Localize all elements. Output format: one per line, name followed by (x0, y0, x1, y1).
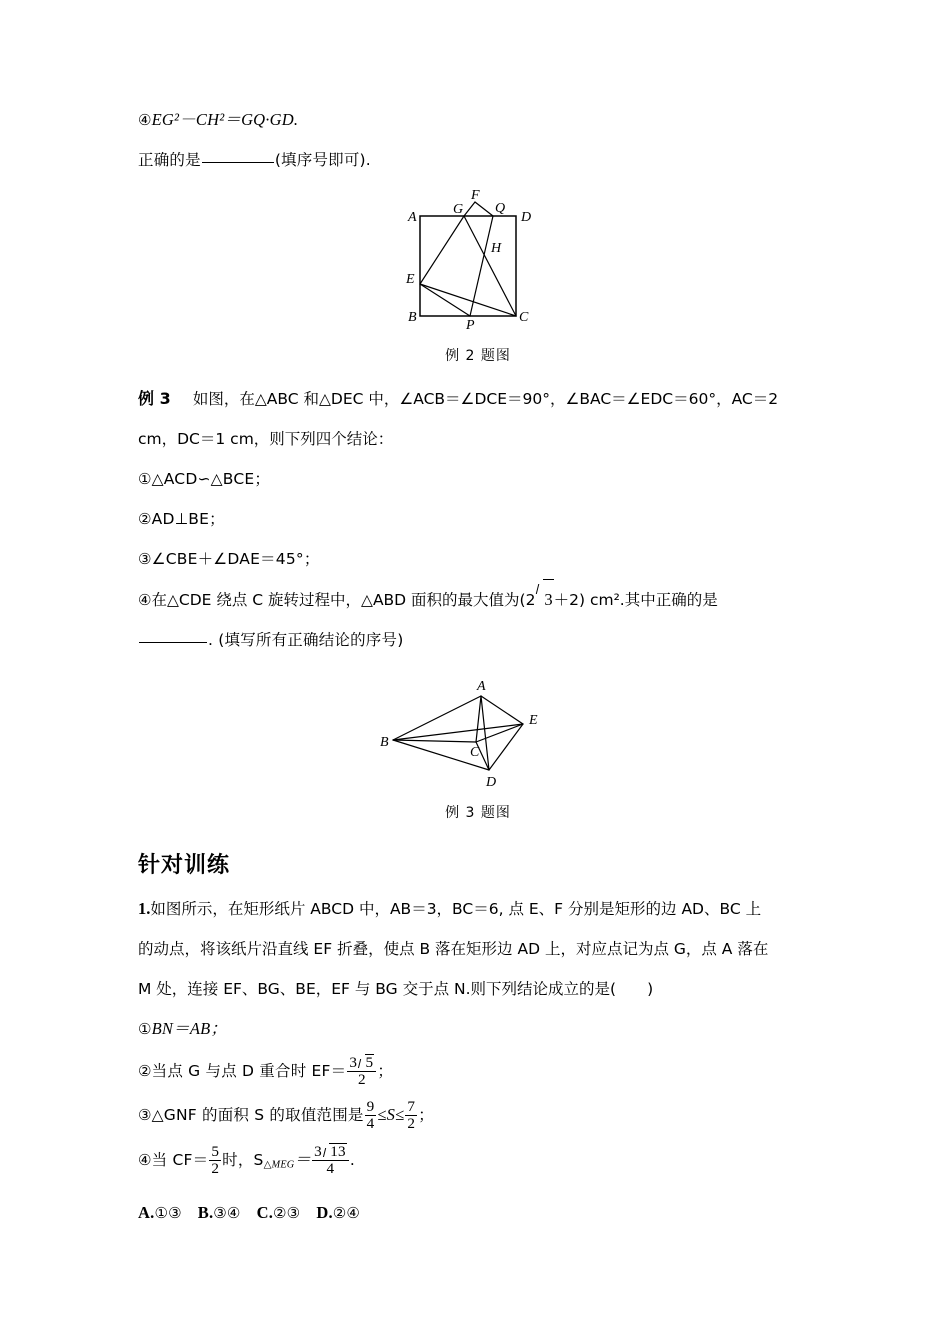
fraction-numerator: 5 (211, 1142, 220, 1160)
fraction-area-value (312, 1143, 349, 1177)
answer-prompt-prefix: 正确的是 (138, 151, 201, 169)
fraction-denominator: 4 (312, 1160, 349, 1177)
problem-1-text-3-pre: △GNF 的面积 S 的取值范围是 (151, 1106, 364, 1124)
answer-blank[interactable] (202, 161, 274, 163)
example-3-text-1: △ACD∽△BCE； (151, 470, 271, 488)
problem-1-text-4-pre: 当 CF＝ (151, 1151, 209, 1169)
numerator-coefficient: 3 (349, 1053, 358, 1071)
example-3-mark-4: ④ (138, 591, 152, 609)
figure-2-label-D: D (521, 210, 532, 225)
example-3-stem-line2: cm，DC＝1 cm，则下列四个结论： (138, 430, 394, 448)
fraction-denominator: 2 (211, 1159, 220, 1177)
example-3-label: 例 3 (138, 389, 171, 408)
option-a-value[interactable]: ①③ (154, 1203, 182, 1222)
example-3-mark-3: ③ (138, 550, 152, 568)
figure-3-canvas (373, 670, 583, 795)
example-3-stem-line1: 如图，在△ABC 和△DEC 中，∠ACB＝∠DCE＝90°，∠BAC＝∠EDC＝60°，AC＝2 (192, 390, 779, 408)
figure-3-caption: 例 3 题图 (445, 805, 511, 821)
problem-1-subscript-meg: △MEG (263, 1159, 295, 1171)
item-4-marker: ④ (138, 111, 152, 129)
example-3-text-4-post: ＋2) cm².其中正确的是 (553, 591, 718, 609)
example-3-conclusion-1 (138, 459, 818, 499)
example-3-answer-blank[interactable] (139, 641, 207, 643)
figure-2-label-P: P (466, 318, 475, 333)
fraction-upper-bound (405, 1099, 417, 1132)
figure-example-2 (138, 188, 818, 365)
figure-3-label-A: A (477, 679, 486, 694)
figure-3-label-B: B (380, 735, 389, 750)
problem-1-mark-3: ③ (138, 1106, 152, 1124)
figure-2-label-A: A (408, 210, 417, 225)
sqrt-13 (323, 1143, 347, 1160)
problem-1-mark-1: ① (138, 1020, 152, 1038)
problem-1-number: 1. (138, 899, 151, 918)
fraction-denominator: 4 (366, 1114, 375, 1132)
problem-1-conclusion-3 (138, 1093, 818, 1137)
fraction-numerator: 7 (407, 1097, 416, 1115)
problem-1-stem-line2: 的动点，将该纸片沿直线 EF 折叠，使点 B 落在矩形边 AD 上，对应点记为点 G，点 A 落在 (138, 940, 769, 958)
figure-3-label-D: D (486, 775, 497, 790)
problem-1-text-4-mid: ＝ (294, 1150, 312, 1169)
problem-1-options (138, 1193, 818, 1233)
problem-1-text-2-pre: 当点 G 与点 D 重合时 EF＝ (151, 1062, 347, 1080)
option-c-key: C. (256, 1202, 274, 1222)
numerator-coefficient: 3 (314, 1142, 322, 1160)
figure-2-label-H: H (491, 241, 502, 256)
figure-2-label-Q: Q (495, 201, 506, 216)
problem-1-stem-line3: M 处，连接 EF、BG、BE，EF 与 BG 交于点 N.则下列结论成立的是( ) (138, 980, 654, 998)
problem-1-text-1: BN＝AB； (151, 1019, 228, 1038)
answer-prompt-suffix: (填序号即可). (274, 151, 371, 169)
problem-1-text-4-mid-pre: 时，S (222, 1151, 264, 1169)
problem-1-text-4-post: . (349, 1151, 355, 1169)
example-3-conclusion-3 (138, 539, 818, 579)
option-b-key: B. (197, 1202, 214, 1222)
fraction-denominator: 2 (407, 1114, 416, 1132)
sqrt-5 (358, 1054, 374, 1071)
sqrt-5-radicand: 5 (365, 1053, 374, 1071)
example-3-stem (138, 379, 818, 459)
problem-1-conclusion-2 (138, 1049, 818, 1093)
section-title-targeted-training: 针对训练 (138, 853, 231, 878)
figure-2-caption: 例 2 题图 (445, 348, 511, 364)
example-3-mark-1: ① (138, 470, 152, 488)
fraction-ef-value (347, 1054, 376, 1088)
problem-1-text-3-mid: ≤S≤ (377, 1105, 405, 1124)
sqrt-13-radicand: 13 (330, 1142, 346, 1160)
sqrt-3-radicand: 3 (543, 579, 553, 620)
item-4-formula: EG²－CH²＝GQ·GD. (151, 110, 299, 129)
fraction-numerator: 9 (366, 1097, 375, 1115)
option-c-value[interactable]: ②③ (273, 1203, 301, 1222)
problem-1-text-3-post: ； (418, 1106, 434, 1124)
page-content (138, 100, 818, 1233)
example-3-mark-2: ② (138, 510, 152, 528)
problem-1-conclusion-1 (138, 1009, 818, 1049)
sqrt-3 (536, 579, 553, 620)
figure-2-label-E: E (406, 272, 415, 287)
problem-1-mark-2: ② (138, 1062, 152, 1080)
example-3-answer-suffix: . (填写所有正确结论的序号) (208, 631, 404, 649)
fraction-denominator: 2 (347, 1071, 376, 1088)
figure-3-label-C: C (470, 745, 480, 760)
figure-2-canvas (378, 188, 578, 338)
option-b-value[interactable]: ③④ (213, 1203, 241, 1222)
figure-3-label-E: E (529, 713, 538, 728)
example-3-text-2: AD⊥BE； (151, 510, 225, 528)
example-3-conclusion-2 (138, 499, 818, 539)
example-3-answer-line (138, 620, 818, 660)
fraction-cf-value (209, 1144, 221, 1177)
figure-example-3 (138, 670, 818, 822)
figure-2-label-F: F (471, 188, 480, 203)
example-3-conclusion-4 (138, 579, 818, 620)
example-3-text-3: ∠CBE＋∠DAE＝45°； (151, 550, 320, 568)
carryover-item-4 (138, 100, 818, 140)
fraction-numerator (347, 1054, 376, 1071)
answer-prompt-line (138, 140, 818, 180)
option-a-key: A. (138, 1202, 155, 1222)
problem-1-conclusion-4 (138, 1137, 818, 1189)
option-d-value[interactable]: ②④ (332, 1203, 361, 1222)
fraction-lower-bound (365, 1099, 377, 1132)
problem-1-mark-4: ④ (138, 1151, 152, 1169)
problem-1-text-2-post: ； (377, 1062, 394, 1080)
figure-2-label-B: B (408, 310, 417, 325)
figure-2-label-C: C (519, 310, 529, 325)
problem-1-stem (138, 889, 818, 1009)
figure-2-label-G: G (453, 202, 464, 217)
problem-1-stem-line1: 如图所示，在矩形纸片 ABCD 中，AB＝3，BC＝6, 点 E、F 分别是矩形的边 AD、BC 上 (150, 900, 762, 918)
example-3-text-4-pre: 在△CDE 绕点 C 旋转过程中，△ABD 面积的最大值为(2 (151, 591, 536, 609)
option-d-key: D. (316, 1202, 333, 1222)
fraction-numerator (312, 1143, 349, 1160)
